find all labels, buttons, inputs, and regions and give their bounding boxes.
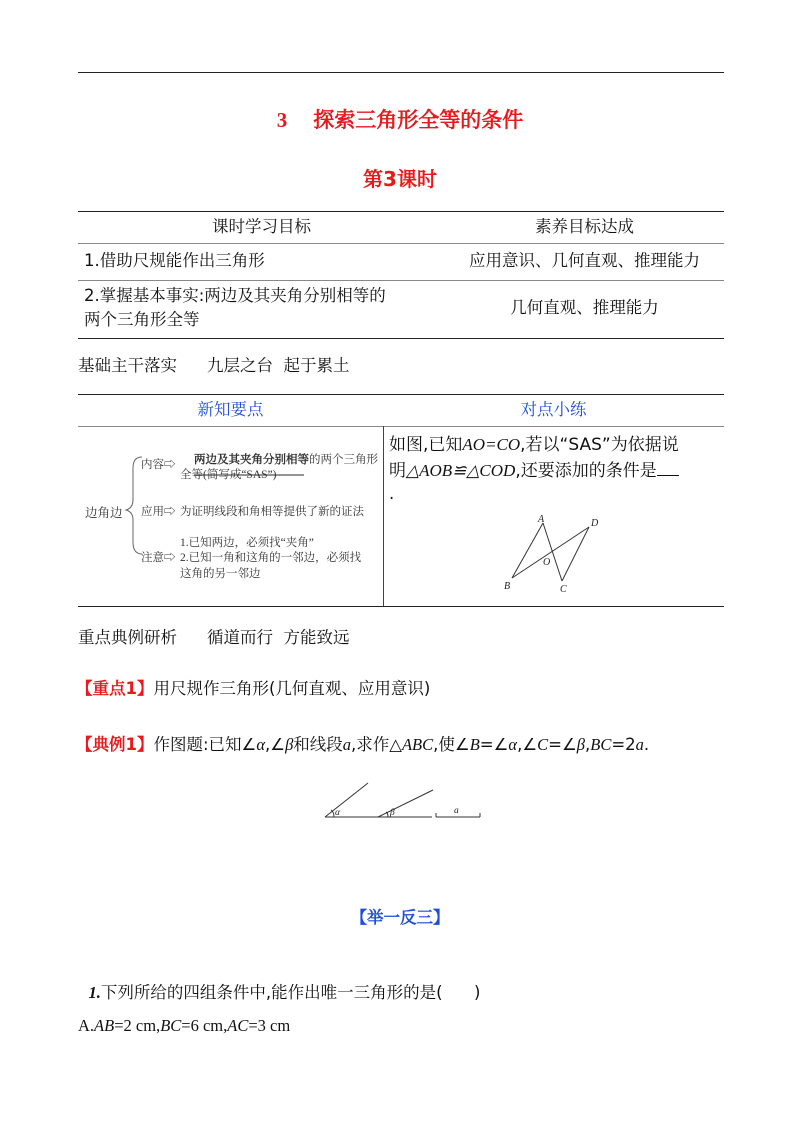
triangle-figure: [490, 510, 610, 600]
knowledge-table-top-rule: [78, 394, 724, 395]
option-a: A.AB=2 cm,BC=6 cm,AC=3 cm: [78, 1016, 291, 1035]
beta-label: β: [390, 808, 395, 818]
label-A: A: [538, 514, 545, 525]
label-C: C: [560, 584, 567, 595]
question-1-text: 下列所给的四组条件中,能作出唯一三角形的是( ): [100, 983, 481, 1002]
section-basics-label: 基础主干落实: [78, 356, 177, 375]
goal-row2-literacy: 几何直观、推理能力: [510, 298, 659, 317]
branch3-item2: 2.已知一角和这角的一邻边，必须找: [180, 552, 362, 564]
goal-table-top-rule: [78, 211, 724, 212]
goal-table-header-rule: [78, 243, 724, 244]
section-examples-motto: 循道而行 方能致远: [207, 628, 350, 647]
branch2-tag: 应用⇨: [141, 506, 176, 518]
goal-row1-literacy: 应用意识、几何直观、推理能力: [469, 251, 700, 270]
title-text: 探索三角形全等的条件: [313, 108, 524, 132]
branch1-bold-text: 两边及其夹角分别相等: [194, 454, 309, 466]
focus-1: [76, 675, 430, 699]
label-B: B: [504, 581, 511, 592]
example-1-tag: 【典例1】: [76, 735, 154, 754]
knowledge-header: 新知要点: [197, 400, 264, 419]
section-examples-label: 重点典例研析: [78, 628, 177, 647]
page-title: [0, 104, 800, 134]
arrow-icon: ⇨: [164, 506, 176, 518]
arrow-icon: ⇨: [164, 459, 176, 471]
goal-row1-goal: 1.借助尺规能作出三角形: [84, 251, 265, 270]
label-O: O: [543, 557, 551, 568]
answer-blank[interactable]: [657, 460, 679, 476]
focus-1-text: 用尺规作三角形(几何直观、应用意识): [153, 679, 431, 698]
practice-line3: .: [389, 484, 395, 503]
literacy-header: 素养目标达成: [535, 217, 634, 236]
angles-segment-figure: [320, 775, 490, 825]
knowledge-table-divider: [383, 426, 384, 606]
top-rule: [78, 72, 724, 73]
section-basics-heading: [78, 352, 350, 376]
section-basics-motto: 九层之台 起于累土: [207, 356, 350, 375]
practice-heading: 【举一反三】: [350, 908, 450, 927]
goal-row2-goal-line2: 两个三角形全等: [84, 310, 200, 329]
alpha-label: α: [335, 808, 340, 818]
goal-table-bottom-rule: [78, 338, 724, 339]
section-examples-heading: [78, 624, 350, 648]
goal-table-row-rule: [78, 280, 724, 281]
label-D: D: [591, 518, 599, 529]
branch1-line1: 两边及其夹角分别相等的两个三角形: [194, 454, 378, 466]
branch1-tag: 内容⇨: [141, 459, 176, 471]
branch1-line2: 全等(简写成“SAS”): [180, 469, 277, 481]
goal-row2-goal-line1: 2.掌握基本事实:两边及其夹角分别相等的: [84, 286, 386, 305]
question-1: [78, 960, 480, 1003]
lesson-subtitle: 第3课时: [363, 167, 437, 191]
branch3-item1: 1.已知两边，必须找“夹角”: [180, 537, 314, 549]
focus-1-tag: 【重点1】: [76, 679, 154, 698]
segment-a-label: a: [454, 806, 459, 816]
practice-header: 对点小练: [520, 400, 587, 419]
question-1-number: 1.: [88, 983, 101, 1002]
branch2-text: 为证明线段和角相等提供了新的证法: [180, 506, 364, 518]
title-number: 3: [276, 108, 288, 132]
concept-map-root: 边角边: [85, 506, 123, 520]
example-1: 【典例1】作图题:已知∠α,∠β和线段a,求作△ABC,使∠B=∠α,∠C=∠β,BC=2a.: [76, 735, 650, 754]
practice-line2: 明△AOB≌△COD,还要添加的条件是: [389, 458, 679, 484]
knowledge-table-bottom-rule: [78, 606, 724, 607]
branch3-item3: 这角的另一邻边: [180, 568, 261, 580]
goal-header: 课时学习目标: [212, 217, 311, 236]
arrow-icon: ⇨: [164, 552, 176, 564]
practice-line1: 如图,已知AO=CO,若以“SAS”为依据说: [389, 435, 679, 455]
branch3-tag: 注意⇨: [141, 552, 176, 564]
